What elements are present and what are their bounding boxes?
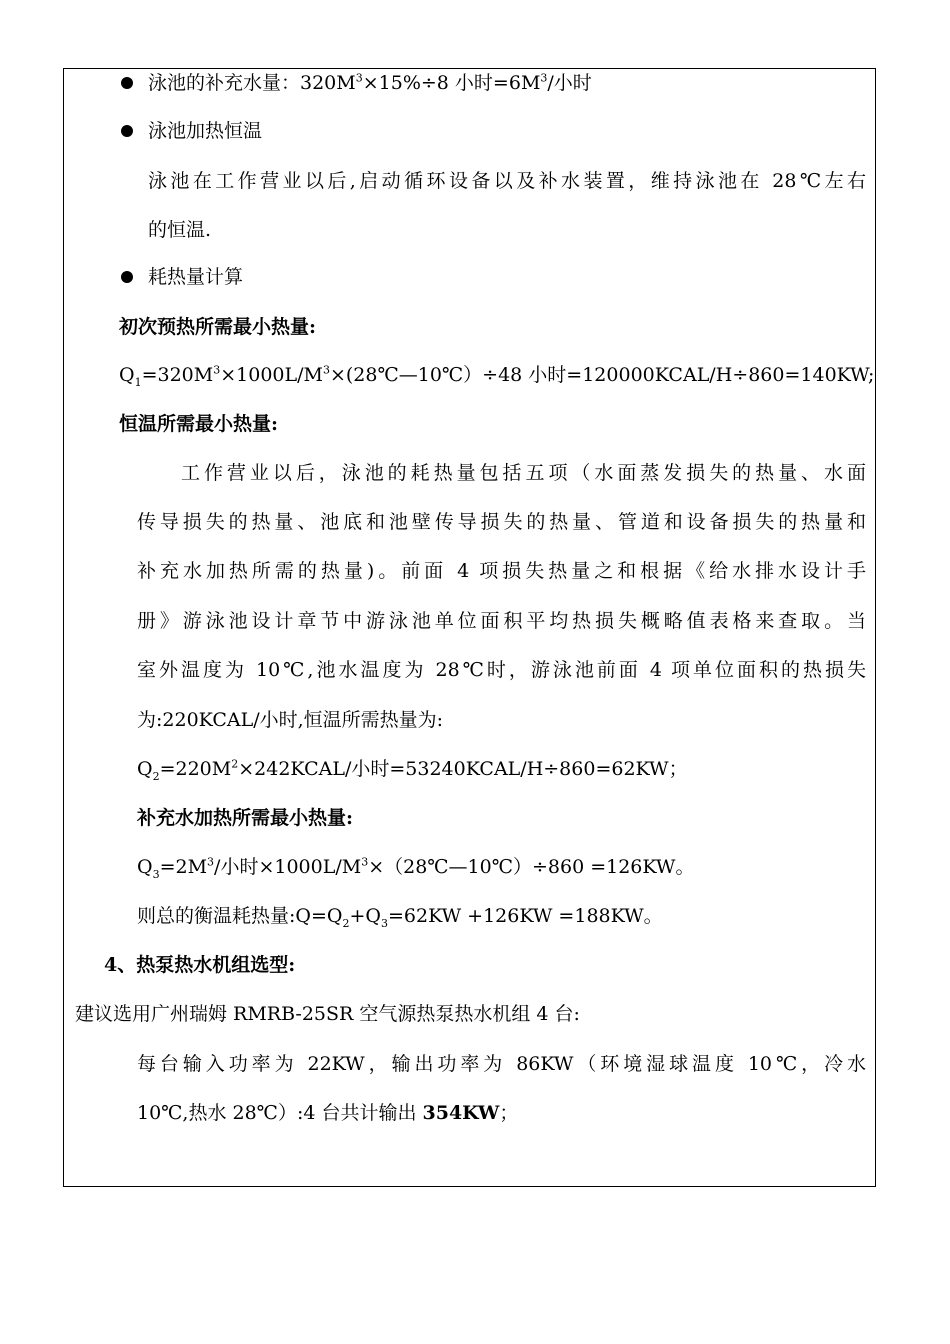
constant-para-line: 为:220KCAL/小时,恒温所需热量为: [137, 709, 444, 731]
section-4-heading: 4、热泵热水机组选型: [104, 954, 296, 976]
heating-line-1: 泳池在工作营业以后,启动循环设备以及补水装置，维持泳池在 28℃左右 [148, 170, 866, 192]
bullet-icon [121, 77, 133, 89]
constant-heading: 恒温所需最小热量: [119, 413, 279, 435]
constant-formula: $Q_2=220M^2\times 242KCAL/$小时=53240KCAL/H÷860=62KW； [137, 757, 688, 783]
section-4-line-2: 10℃,热水 28℃）:4 台共计输出 354KW； [137, 1102, 519, 1124]
heating-line-2: 的恒温. [148, 219, 212, 241]
bullet-heat-calc: 耗热量计算 [148, 266, 244, 288]
bullet-icon [121, 125, 133, 137]
constant-para-line: 工作营业以后，泳池的耗热量包括五项（水面蒸发损失的热量、水面 [181, 462, 866, 484]
makeup-heading: 补充水加热所需最小热量: [137, 807, 354, 829]
makeup-formula: $Q_3=2M^3/$小时$\times 1000L/M^3\times(28℃—10℃)\div 860 =126KW$。 [137, 855, 695, 881]
preheat-formula: $Q_1=320M^3\times 1000L/M^3\times(28℃—10℃)\div 48$ 小时=120000KCAL/H÷860=140KW; [119, 363, 875, 389]
preheat-heading: 初次预热所需最小热量: [119, 316, 317, 338]
bullet-makeup-water: 泳池的补充水量：$320M^3\times 15\%\div 8$ 小时$=6M^3/$小时 [148, 71, 592, 94]
bullet-heating: 泳池加热恒温 [148, 120, 263, 142]
constant-para-line: 传导损失的热量、池底和池壁传导损失的热量、管道和设备损失的热量和 [137, 511, 866, 533]
section-4-line-1: 每台输入功率为 22KW，输出功率为 86KW（环境湿球温度 10℃，冷水 [137, 1053, 866, 1075]
bullet-icon [121, 271, 133, 283]
total-formula: 则总的衡温耗热量$:Q=Q_2+Q_3=62KW +126KW =188KW$。 [137, 905, 663, 930]
constant-para-line: 室外温度为 10℃,池水温度为 28℃时，游泳池前面 4 项单位面积的热损失 [137, 659, 866, 681]
constant-para-line: 册》游泳池设计章节中游泳池单位面积平均热损失概略值表格来查取。当 [137, 610, 866, 632]
section-4-intro: 建议选用广州瑞姆 RMRB-25SR 空气源热泵热水机组 4 台: [75, 1003, 580, 1025]
constant-para-line: 补充水加热所需的热量)。前面 4 项损失热量之和根据《给水排水设计手 [137, 560, 866, 582]
